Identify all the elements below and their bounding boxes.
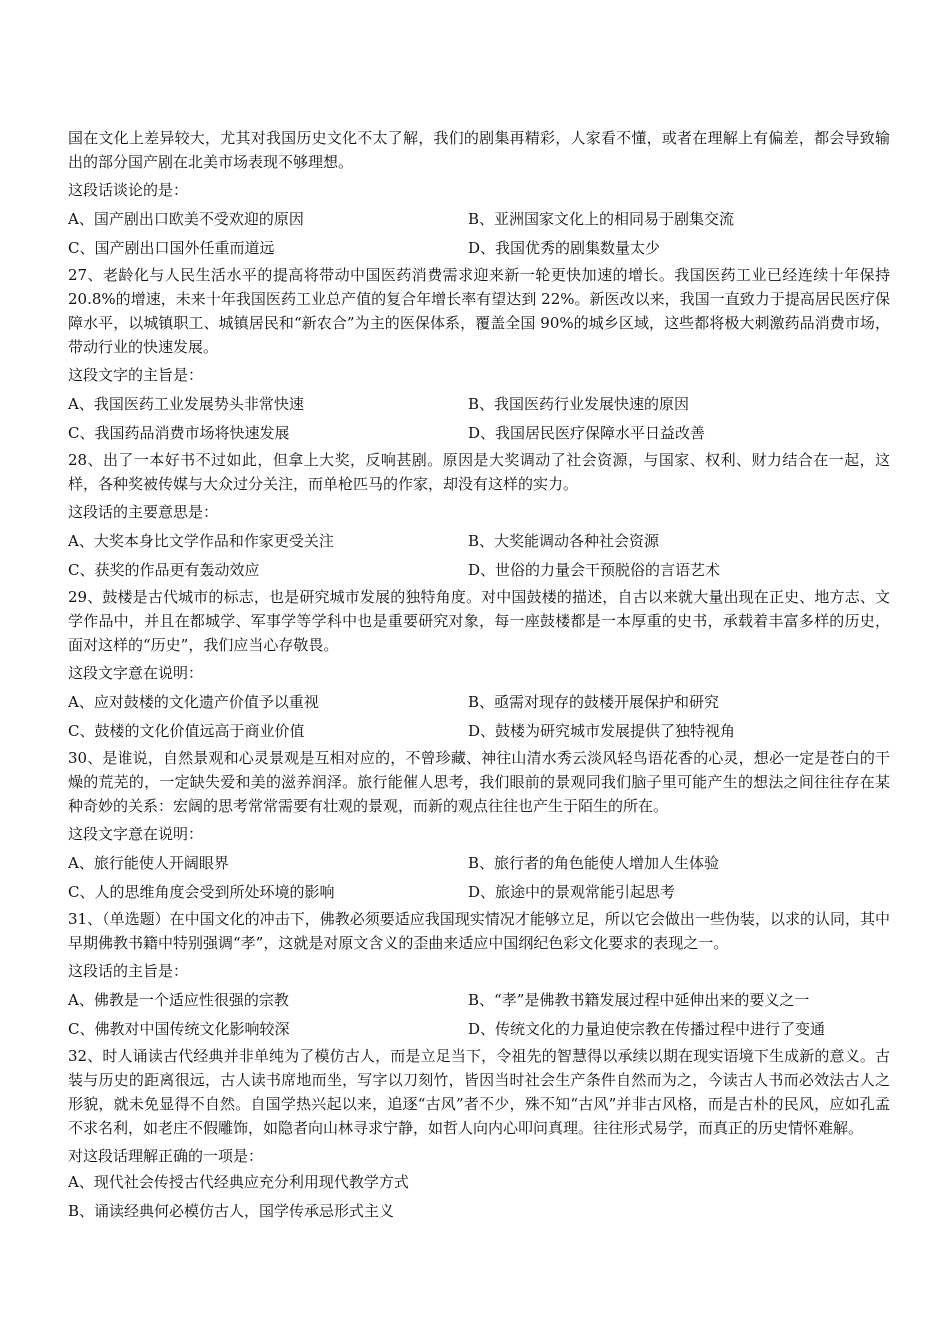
question-stem: 对这段话理解正确的一项是： [68, 1147, 264, 1165]
question-stem: 这段文字的主旨是： [68, 366, 204, 384]
option-d: D、我国优秀的剧集数量太少 [468, 239, 661, 257]
option-c: C、获奖的作品更有轰动效应 [68, 561, 260, 579]
option-d: D、鼓楼为研究城市发展提供了独特视角 [468, 722, 736, 740]
option-a: A、应对鼓楼的文化遗产价值予以重视 [68, 693, 319, 711]
question-stem: 这段文字意在说明： [68, 825, 204, 843]
question-text: 国在文化上差异较大，尤其对我国历史文化不太了解，我们的剧集再精彩，人家看不懂，或者在理解上有偏差，都会导致输出的部分国产剧在北美市场表现不够理想。 [68, 129, 890, 171]
question-27 [68, 263, 890, 448]
question-32 [68, 1044, 890, 1226]
question-29 [68, 585, 890, 746]
options-grid [68, 390, 890, 448]
question-text: 31、（单选题）在中国文化的冲击下，佛教必须要适应我国现实情况才能够立足，所以它会做出一些伪装，以求的认同，其中早期佛教书籍中特别强调“孝”，这就是对原文含义的歪曲来适应中国纲纪色彩文化要求的表现之一。 [68, 910, 890, 952]
option-d: D、我国居民医疗保障水平日益改善 [468, 424, 706, 442]
options-grid [68, 688, 890, 746]
options-grid [68, 205, 890, 263]
question-text: 28、出了一本好书不过如此，但拿上大奖，反响甚剧。原因是大奖调动了社会资源，与国家、权利、财力结合在一起，这样，各种奖被传媒与大众过分关注，而单枪匹马的作家，却没有这样的实力。 [68, 451, 890, 493]
question-stem: 这段话的主旨是： [68, 962, 189, 980]
question-text: 32、时人诵读古代经典并非单纯为了模仿古人，而是立足当下，令祖先的智慧得以承续以期在现实语境下生成新的意义。古装与历史的距离很远，古人读书席地而坐，写字以刀刻竹，皆因当时社会生产条件自然而为之，今读古人书而必效法古人之形貌，就未免显得不自然。自国学热兴起以来，追逐“古风”者不少，殊不知“古风”并非古风格，而是古朴的民风，应如孔孟不求名利，如老庄不假雕饰，如隐者向山林寻求宁静，如哲人向内心叩问真理。往往形式易学，而真正的历史情怀难解。 [68, 1047, 890, 1137]
option-d: D、传统文化的力量迫使宗教在传播过程中进行了变通 [468, 1020, 826, 1038]
document-page [68, 126, 890, 1226]
option-b: B、我国医药行业发展快速的原因 [468, 395, 690, 413]
option-c: C、我国药品消费市场将快速发展 [68, 424, 290, 442]
option-d: D、世俗的力量会干预脱俗的言语艺术 [468, 561, 721, 579]
question-intro [68, 126, 890, 263]
option-a: A、国产剧出口欧美不受欢迎的原因 [68, 210, 304, 228]
option-c: C、国产剧出口国外任重而道远 [68, 239, 275, 257]
question-text: 30、是谁说，自然景观和心灵景观是互相对应的，不曾珍藏、神往山清水秀云淡风轻鸟语花香的心灵，想必一定是苍白的干燥的荒芜的，一定缺失爱和美的滋养润泽。旅行能催人思考，我们眼前的景观同我们脑子里可能产生的想法之间往往存在某种奇妙的关系：宏阔的思考常常需要有壮观的景观，而新的观点往往也产生于陌生的所在。 [68, 749, 890, 815]
option-c: C、人的思维角度会受到所处环境的影响 [68, 883, 335, 901]
option-c: C、鼓楼的文化价值远高于商业价值 [68, 722, 305, 740]
question-stem: 这段文字意在说明： [68, 664, 204, 682]
option-a: A、佛教是一个适应性很强的宗教 [68, 991, 289, 1009]
option-b: B、亟需对现存的鼓楼开展保护和研究 [468, 693, 720, 711]
option-a: A、大奖本身比文学作品和作家更受关注 [68, 532, 334, 550]
question-text: 27、老龄化与人民生活水平的提高将带动中国医药消费需求迎来新一轮更快加速的增长。我国医药工业已经连续十年保持 20.8%的增速，未来十年我国医药工业总产值的复合年增长率有望达到 22%。新医改以来，我国一直致力于提高居民医疗保障水平，以城镇职工、城镇居民和“新农合”为主的医保体系，覆盖全国 90%的城乡区域，这些都将极大刺激药品消费市场，带动行业的快速发展。 [68, 266, 890, 356]
question-text: 29、鼓楼是古代城市的标志，也是研究城市发展的独特角度。对中国鼓楼的描述，自古以来就大量出现在正史、地方志、文学作品中，并且在都城学、军事学等学科中也是重要研究对象，每一座鼓楼都是一本厚重的史书，承载着丰富多样的历史，面对这样的“历史”，我们应当心存敬畏。 [68, 588, 890, 654]
option-b: B、旅行者的角色能使人增加人生体验 [468, 854, 720, 872]
option-b: B、大奖能调动各种社会资源 [468, 532, 660, 550]
options-grid [68, 849, 890, 907]
option-a: A、旅行能使人开阔眼界 [68, 854, 229, 872]
option-b: B、诵读经典何必模仿古人，国学传承忌形式主义 [68, 1202, 395, 1220]
options-list [68, 1168, 890, 1226]
option-d: D、旅途中的景观常能引起思考 [468, 883, 676, 901]
question-30 [68, 746, 890, 907]
question-stem: 这段话谈论的是： [68, 181, 189, 199]
option-b: B、亚洲国家文化上的相同易于剧集交流 [468, 210, 735, 228]
question-28 [68, 448, 890, 585]
options-grid [68, 986, 890, 1044]
question-31 [68, 907, 890, 1044]
option-c: C、佛教对中国传统文化影响较深 [68, 1020, 290, 1038]
option-a: A、我国医药工业发展势头非常快速 [68, 395, 304, 413]
options-grid [68, 527, 890, 585]
option-b: B、“孝”是佛教书籍发展过程中延伸出来的要义之一 [468, 991, 810, 1009]
question-stem: 这段话的主要意思是： [68, 503, 219, 521]
option-a: A、现代社会传授古代经典应充分利用现代教学方式 [68, 1173, 409, 1191]
